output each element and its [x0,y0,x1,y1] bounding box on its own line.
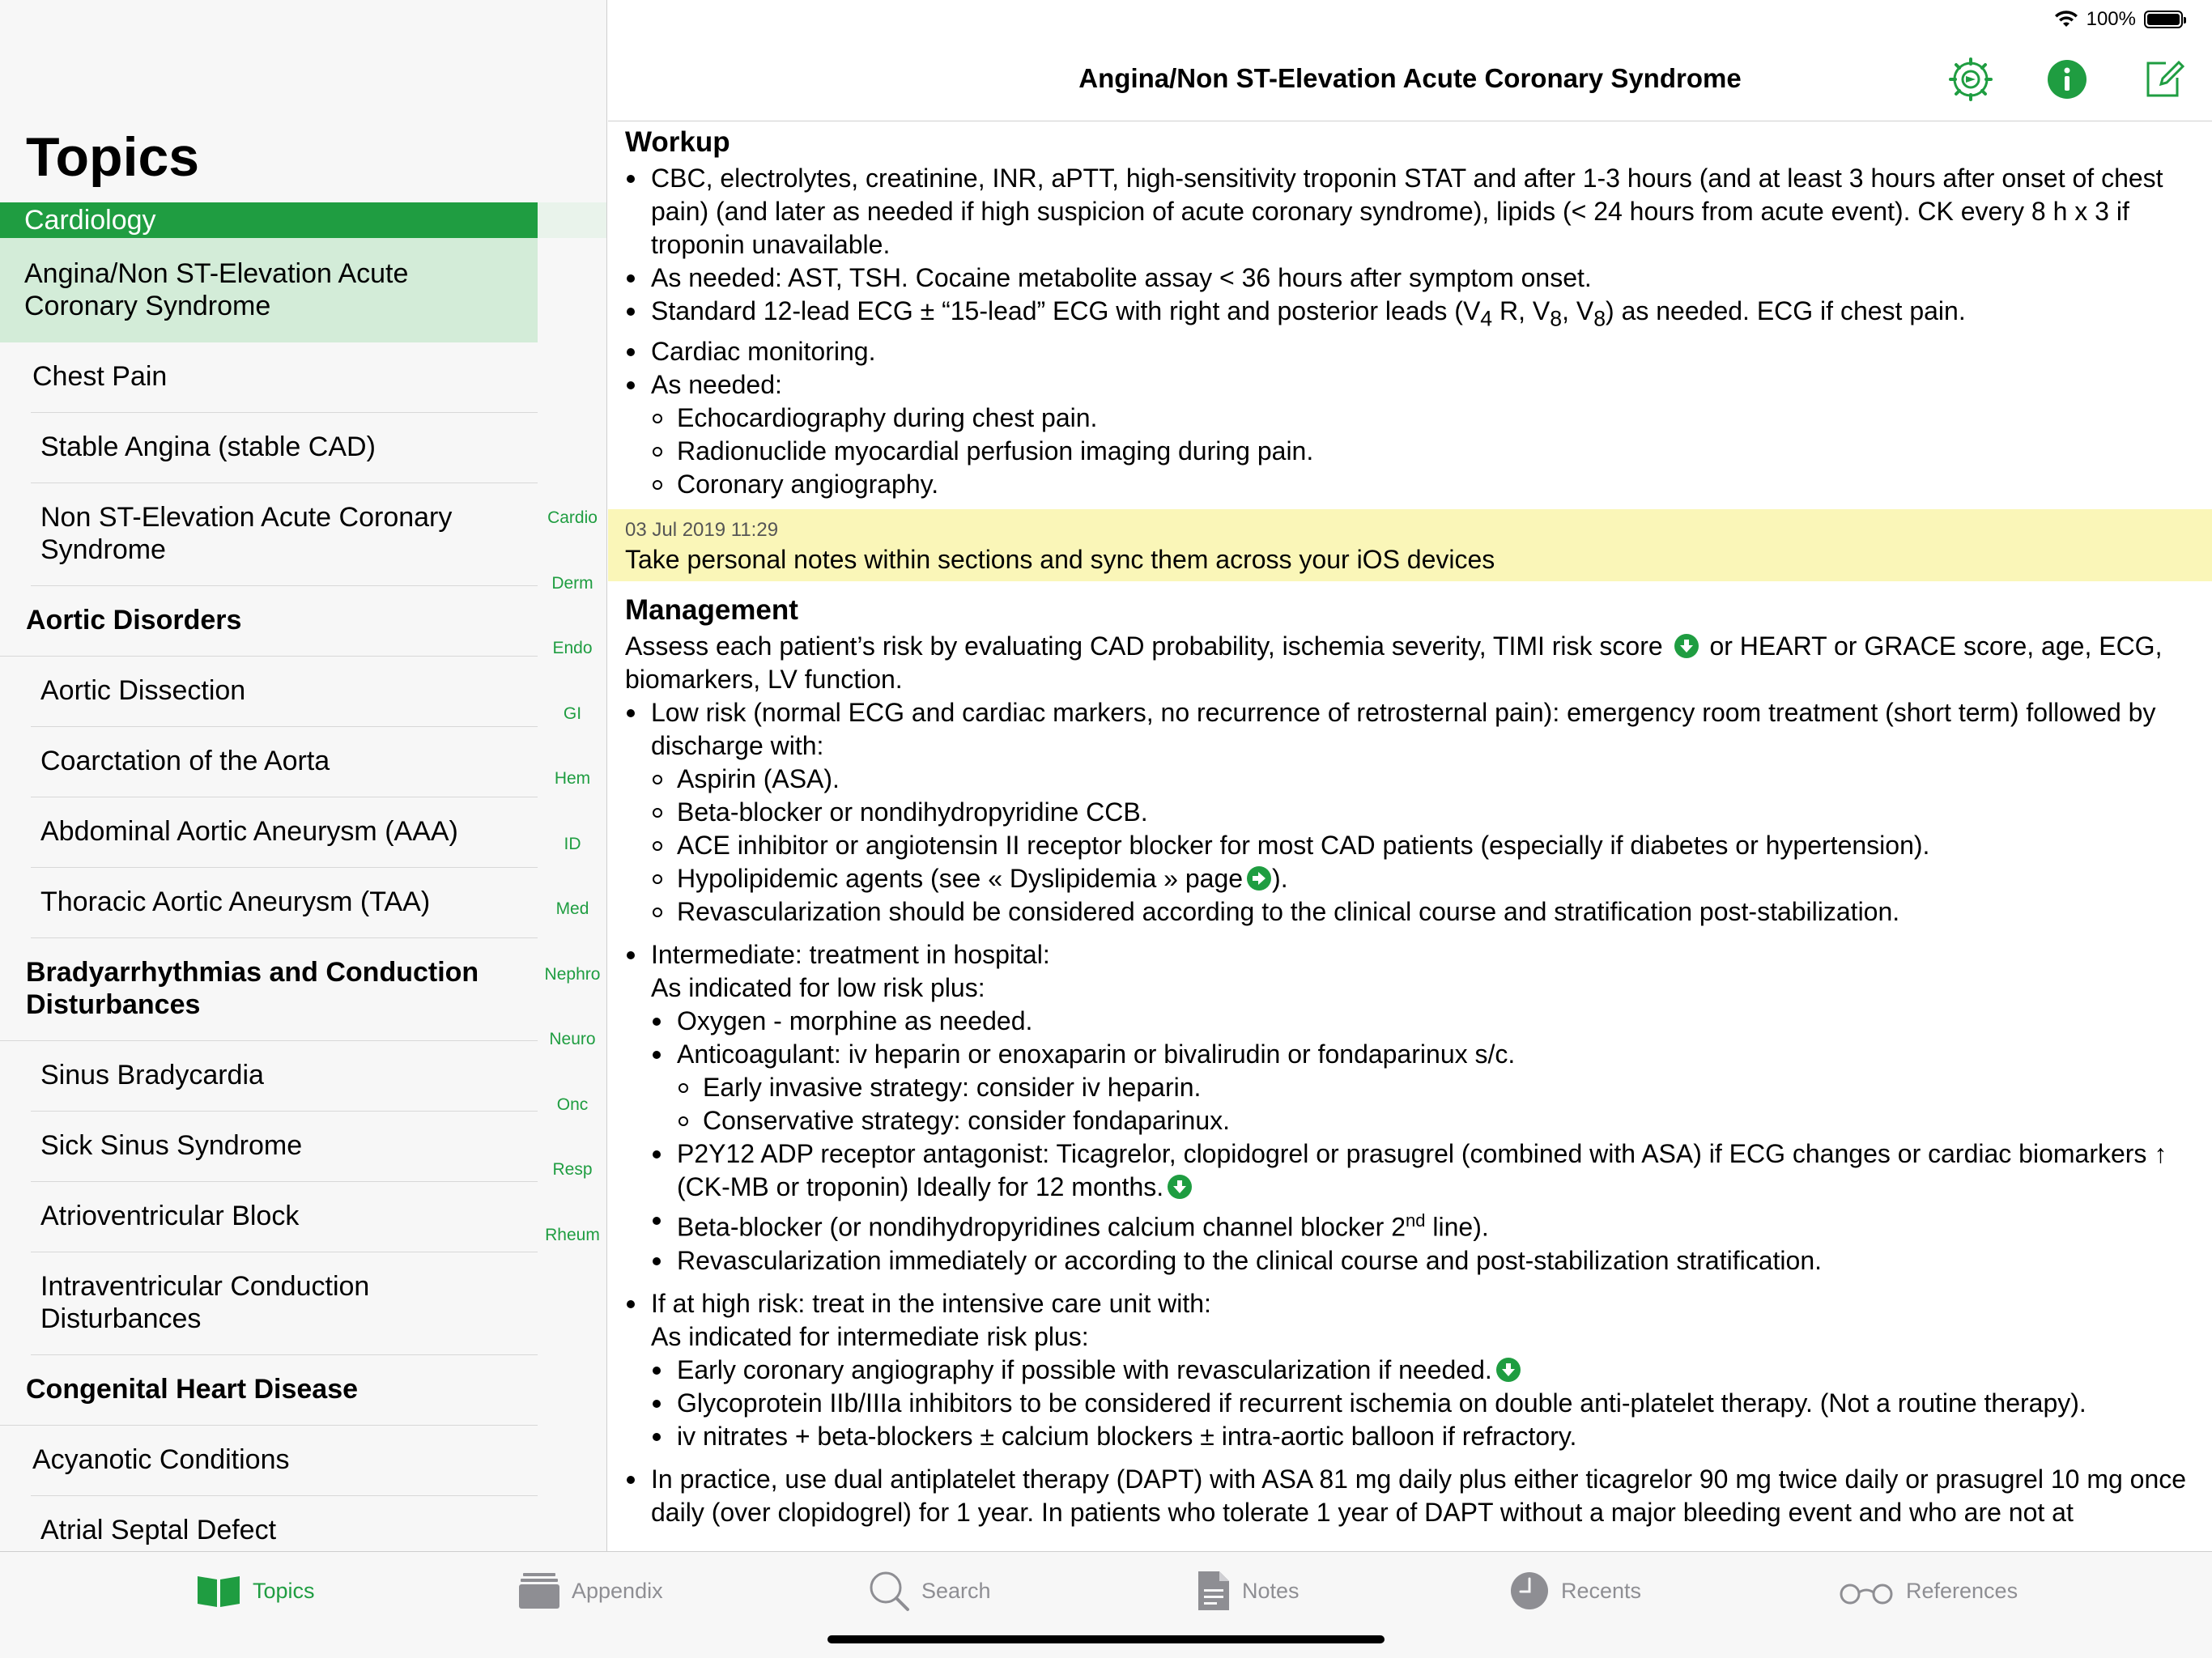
tab-notes-label: Notes [1242,1578,1300,1603]
ecg-sub-4: 4 [1480,306,1493,331]
low-risk-item-close: ). [1272,864,1288,894]
ecg-text-f: ) as needed. ECG if chest pain. [1606,296,1966,325]
anticoagulant-item: Conservative strategy: consider fondaparinux. [677,1104,2196,1137]
tab-appendix-label: Appendix [572,1578,663,1603]
topic-item-sinus-bradycardia[interactable]: Sinus Bradycardia [31,1041,538,1112]
topic-item-nstemi[interactable]: Non ST-Elevation Acute Coronary Syndrome [31,483,538,586]
low-risk-item-text: Hypolipidemic agents (see « Dyslipidemia » page [677,864,1244,894]
index-onc[interactable]: Onc [556,1095,589,1114]
tab-appendix[interactable] [518,1568,663,1613]
tab-topics[interactable] [196,1568,315,1613]
low-risk-item: Beta-blocker or nondihydropyridine CCB. [651,796,2196,829]
workup-list [625,162,2196,402]
expand-down-icon[interactable] [1495,1357,1521,1383]
intermediate-list [625,938,2196,1005]
workup-item: As needed: AST, TSH. Cocaine metabolite assay < 36 hours after symptom onset. [625,261,2196,295]
ecg-sub-8b: 8 [1593,306,1606,331]
low-risk-sublist [651,763,2196,929]
betablocker-text: Beta-blocker (or nondihydropyridines calcium channel blocker 2 [677,1213,1406,1243]
workup-subitem: Radionuclide myocardial perfusion imaging during pain. [651,435,2196,468]
workup-subitem: Echocardiography during chest pain. [651,402,2196,435]
management-intro-a: Assess each patient’s risk by evaluating CAD probability, ischemia severity, TIMI risk score [625,631,1663,661]
tab-recents-label: Recents [1561,1578,1642,1603]
high-risk-line1: If at high risk: treat in the intensive care unit with: [651,1289,1211,1319]
compose-icon[interactable] [2142,57,2187,102]
topic-item-intraventricular[interactable]: Intraventricular Conduction Disturbances [31,1252,538,1355]
topic-item-sick-sinus[interactable]: Sick Sinus Syndrome [31,1112,538,1182]
ecg-text-b: R, V [1492,296,1551,325]
index-cardio[interactable]: Cardio [547,508,598,527]
topic-item-av-block[interactable]: Atrioventricular Block [31,1182,538,1252]
management-high-risk [625,1287,2196,1354]
link-arrow-icon[interactable] [1246,865,1272,891]
sidebar [0,0,607,1551]
topic-item-aortic-dissection[interactable]: Aortic Dissection [31,657,538,727]
index-hem[interactable]: Hem [554,769,591,788]
high-risk-sublist [651,1354,2196,1453]
index-neuro[interactable]: Neuro [549,1030,596,1048]
management-practice: In practice, use dual antiplatelet therapy (DAPT) with ASA 81 mg daily plus either ticagrelor 90 mg twice daily or prasugrel 10 mg once daily (over clopidogrel) for 1 year. In patients who tolerate 1 year of DAPT without a major bleeding event and who are not at [625,1463,2196,1529]
info-icon[interactable] [2044,57,2090,102]
home-indicator [827,1635,1385,1643]
settings-icon[interactable] [1948,57,1993,102]
topic-item-chest-pain[interactable]: Chest Pain [31,342,538,413]
detail-pane [608,0,2212,1551]
intermediate-sublist [651,1005,2196,1071]
intermediate-sublist-2 [651,1137,2196,1278]
index-endo[interactable]: Endo [552,639,593,657]
high-risk-item-angiography [651,1354,2196,1387]
tab-references-label: References [1906,1578,2018,1603]
topic-item-acyanotic[interactable]: Acyanotic Conditions [31,1426,538,1496]
practice-list [625,1463,2196,1529]
anticoagulant-item: Early invasive strategy: consider iv heparin. [677,1071,2196,1104]
search-icon [868,1570,910,1612]
archive-icon [518,1571,560,1610]
anticoagulant-sublist [677,1071,2196,1137]
management-intro-b: or HEART or GRACE score, age, ECG, biomarkers, LV function. [625,631,2163,695]
tab-search[interactable] [868,1568,991,1613]
index-med[interactable]: Med [555,899,589,918]
expand-down-icon[interactable] [1167,1174,1193,1200]
workup-item: CBC, electrolytes, creatinine, INR, aPTT, high-sensitivity troponin STAT and after 1-3 hours (and at least 3 hours after onset of chest pain) (and later as needed if high suspicion of acute coronary syndrome), lipids (< 24 hours from acute event). CK every 8 h x 3 if troponin unavailable. [625,162,2196,261]
betablocker-close: line). [1425,1213,1489,1243]
intermediate-line1: Intermediate: treatment in hospital: [651,940,1050,970]
index-id[interactable]: ID [564,834,581,853]
intermediate-item: Revascularization immediately or according to the clinical course and post-stabilization stratification. [651,1244,2196,1278]
topic-item-asd[interactable]: Atrial Septal Defect [40,1515,277,1545]
management-list [625,696,2196,763]
intermediate-line2: As indicated for low risk plus: [651,973,985,1003]
topic-item-selected[interactable]: Angina/Non ST-Elevation Acute Coronary Syndrome [0,238,538,342]
index-nephro[interactable]: Nephro [544,964,601,984]
section-header-extension [538,202,607,238]
high-risk-item: Glycoprotein IIb/IIIa inhibitors to be considered if recurrent ischemia on double anti-platelet therapy. (Not a routine therapy). [651,1387,2196,1420]
workup-item-ecg [625,295,2196,335]
battery-percent: 100% [2086,8,2136,30]
index-resp[interactable]: Resp [552,1160,593,1179]
ecg-sub-8a: 8 [1550,306,1563,331]
topic-item-stable-angina[interactable]: Stable Angina (stable CAD) [31,413,538,483]
section-heading-workup: Workup [625,126,730,158]
section-index[interactable] [538,502,607,1284]
topic-list[interactable] [0,202,538,1551]
workup-item: Cardiac monitoring. [625,335,2196,368]
management-low-risk: Low risk (normal ECG and cardiac markers, no recurrence of retrosternal pain): emergency room treatment (short term) followed by discharge with: [625,696,2196,763]
high-risk-list [625,1287,2196,1354]
workup-sublist [651,402,2196,501]
intermediate-item-betablocker [651,1204,2196,1244]
section-header-cardiology: Cardiology [0,202,538,238]
tab-references[interactable] [1838,1568,2018,1613]
intermediate-item-p2y12 [651,1137,2196,1204]
section-heading-management: Management [625,594,798,627]
intermediate-item: Anticoagulant: iv heparin or enoxaparin or bivalirudin or fondaparinux s/c. [651,1038,2196,1071]
tab-notes[interactable] [1197,1568,1300,1613]
topic-group-bradyarrhythmias[interactable]: Bradyarrhythmias and Conduction Disturbances [0,938,538,1041]
index-derm[interactable]: Derm [551,573,593,593]
index-gi[interactable]: GI [563,704,582,723]
low-risk-item: Revascularization should be considered according to the clinical course and stratification post-stabilization. [651,895,2196,929]
intermediate-item: Oxygen - morphine as needed. [651,1005,2196,1038]
superscript-nd: nd [1406,1210,1426,1231]
tab-search-label: Search [921,1578,991,1603]
p2y12-text: P2Y12 ADP receptor antagonist: Ticagrelor, clopidogrel or prasugrel (combined with ASA) if ECG changes or cardiac biomarkers ↑ (CK-MB or troponin) Ideally for 12 months. [677,1139,2167,1202]
topic-item-aaa[interactable]: Abdominal Aortic Aneurysm (AAA) [31,797,538,868]
book-icon [196,1573,241,1609]
workup-subitem: Coronary angiography. [651,468,2196,501]
glasses-icon [1838,1576,1895,1605]
clock-icon [1509,1571,1550,1611]
topic-content [625,125,2196,1529]
topic-group-aortic-disorders[interactable]: Aortic Disorders [0,586,538,657]
note-date: 03 Jul 2019 11:29 [625,519,779,542]
ecg-text-d: , V [1562,296,1594,325]
low-risk-item: Aspirin (ASA). [651,763,2196,796]
low-risk-item-link [651,862,2196,895]
topic-item-coarctation[interactable]: Coarctation of the Aorta [31,727,538,797]
tab-recents[interactable] [1509,1568,1641,1613]
personal-note[interactable] [608,509,2212,581]
topic-item-taa[interactable]: Thoracic Aortic Aneurysm (TAA) [31,868,538,938]
high-risk-item: iv nitrates + beta-blockers ± calcium blockers ± intra-aortic balloon if refractory. [651,1420,2196,1453]
expand-down-icon[interactable] [1674,633,1699,659]
angiography-text: Early coronary angiography if possible with revascularization if needed. [677,1355,1492,1385]
ecg-text: Standard 12-lead ECG ± “15-lead” ECG with right and posterior leads (V [651,296,1481,325]
tab-topics-label: Topics [253,1578,315,1603]
low-risk-item: ACE inhibitor or angiotensin II receptor blocker for most CAD patients (especially if diabetes or hypertension). [651,829,2196,862]
management-intermediate [625,938,2196,1005]
note-text: Take personal notes within sections and sync them across your iOS devices [625,545,1495,575]
topic-group-congenital[interactable]: Congenital Heart Disease [0,1355,538,1426]
nav-bar [608,40,2212,121]
workup-item: As needed: [625,368,2196,402]
page-title: Angina/Non ST-Elevation Acute Coronary Syndrome [1078,63,1742,93]
index-rheum[interactable]: Rheum [545,1225,600,1244]
sidebar-title: Topics [26,126,200,188]
management-intro [625,630,2196,696]
high-risk-line2: As indicated for intermediate risk plus: [651,1322,1089,1352]
document-icon [1197,1570,1231,1612]
